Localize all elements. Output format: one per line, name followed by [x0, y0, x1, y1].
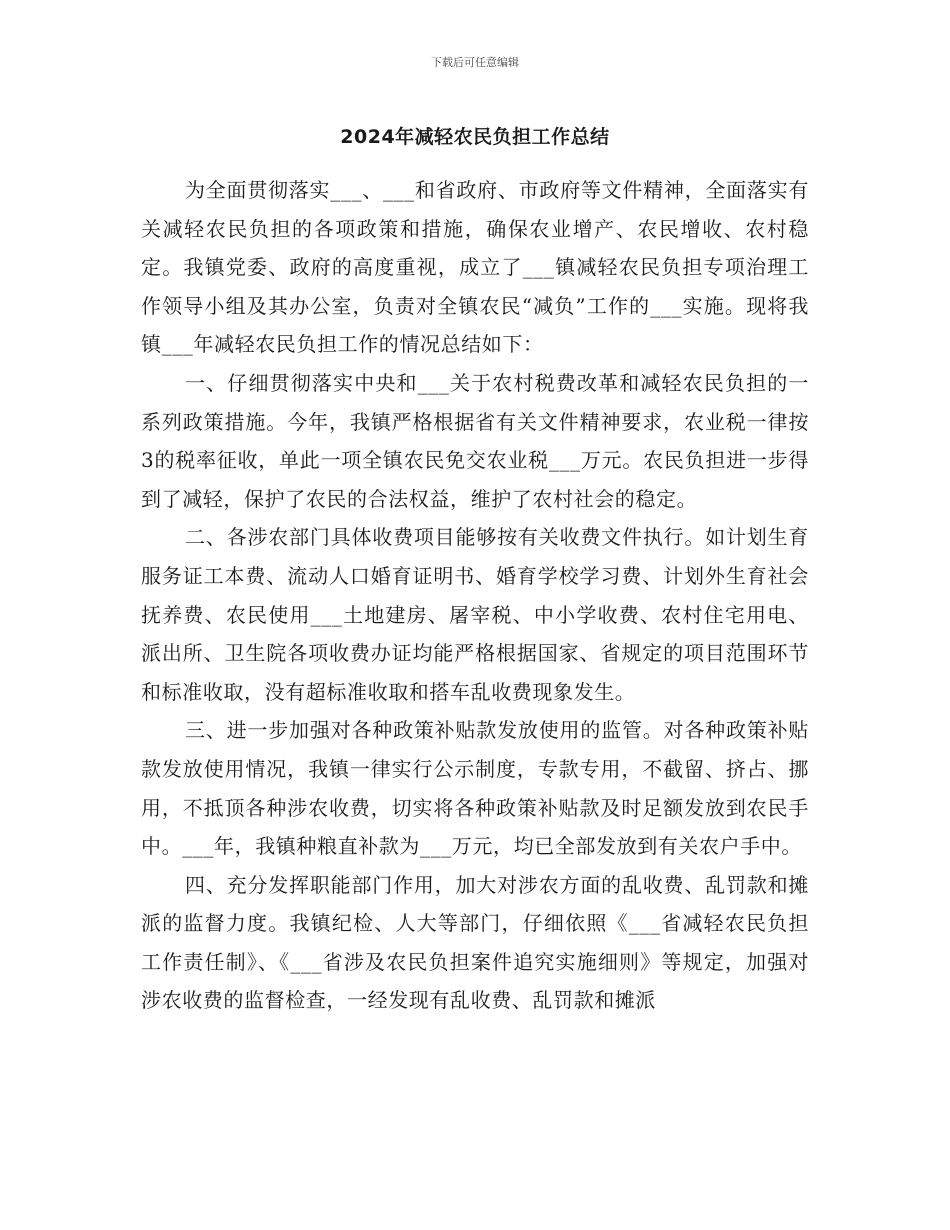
document-body — [141, 171, 809, 1020]
paragraph-section-1: 一、仔细贯彻落实中央和___关于农村税费改革和减轻农民负担的一系列政策措施。今年，我镇严格根据省有关文件精神要求，农业税一律按3的税率征收，单此一项全镇农民免交农业税___万元。农民负担进一步得到了减轻，保护了农民的合法权益，维护了农村社会的稳定。 — [141, 370, 809, 511]
paragraph-section-3: 三、进一步加强对各种政策补贴款发放使用的监管。对各种政策补贴款发放使用情况，我镇一律实行公示制度，专款专用，不截留、挤占、挪用，不抵顶各种涉农收费，切实将各种政策补贴款及时足额发放到农民手中。___年，我镇种粮直补款为___万元，均已全部发放到有关农户手中。 — [141, 718, 809, 859]
paragraph-intro: 为全面贯彻落实___、___和省政府、市政府等文件精神，全面落实有关减轻农民负担的各项政策和措施，确保农业增产、农民增收、农村稳定。我镇党委、政府的高度重视，成立了___镇减轻农民负担专项治理工作领导小组及其办公室，负责对全镇农民“减负”工作的___实施。现将我镇___年减轻农民负担工作的情况总结如下： — [141, 178, 809, 357]
paragraph-section-2: 二、各涉农部门具体收费项目能够按有关收费文件执行。如计划生育服务证工本费、流动人口婚育证明书、婚育学校学习费、计划外生育社会抚养费、农民使用___土地建房、屠宰税、中小学收费、农村住宅用电、派出所、卫生院各项收费办证均能严格根据国家、省规定的项目范围环节和标准收取，没有超标准收取和搭车乱收费现象发生。 — [141, 525, 809, 704]
header-note: 下载后可任意编辑 — [431, 56, 519, 69]
page-title: 2024年减轻农民负担工作总结 — [340, 126, 610, 148]
paragraph-section-4: 四、充分发挥职能部门作用，加大对涉农方面的乱收费、乱罚款和摊派的监督力度。我镇纪检、人大等部门，仔细依照《___省减轻农民负担工作责任制》、《___省涉及农民负担案件追究实施细则》等规定，加强对涉农收费的监督检查，一经发现有乱收费、乱罚款和摊派 — [141, 872, 809, 1013]
